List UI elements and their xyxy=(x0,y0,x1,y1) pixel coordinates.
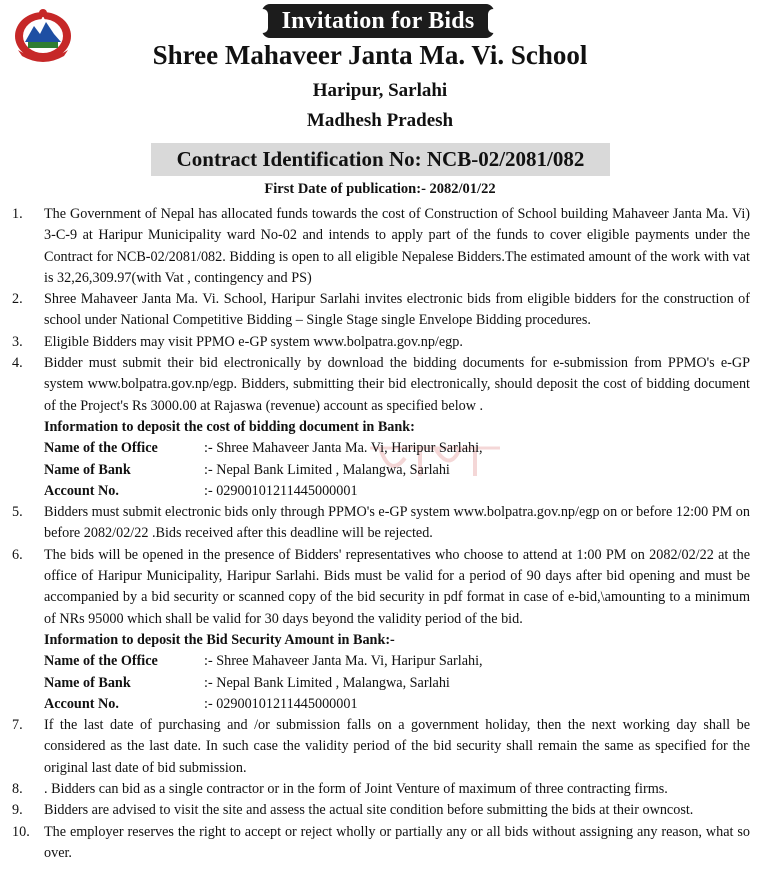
item-number: 3. xyxy=(12,333,23,350)
item-number: 7. xyxy=(12,717,23,734)
field-label: Account No. xyxy=(44,482,119,499)
item-text: Shree Mahaveer Janta Ma. Vi. School, Haripur Sarlahi invites electronic bids from eligible bidders for the construction of school under National Competitive Bidding – Single Stage single Envelope Bidding procedures. xyxy=(44,291,750,329)
field-label: Name of the Office xyxy=(44,440,158,457)
item-number: 5. xyxy=(12,504,23,521)
item-text: . Bidders can bid as a single contractor or in the form of Joint Venture of maximum of three contracting firms. xyxy=(44,781,668,798)
list-item xyxy=(12,822,750,865)
item-number: 2. xyxy=(12,291,23,308)
item-number: 6. xyxy=(12,546,23,563)
item-text: Bidders are advised to visit the site and assess the actual site condition before submitting the bids at their owncost. xyxy=(44,802,694,819)
address-line-1: Haripur, Sarlahi xyxy=(312,80,448,101)
list-item xyxy=(12,353,750,417)
item-text: The bids will be opened in the presence of Bidders' representatives who choose to attend at 1:00 PM on 2082/02/22 at the office of Haripur Municipality, Haripur Sarlahi. Bids must be valid for a period of 90 days after bid opening and must be accompanied by a bid security or scanned copy of the bid security in pdf format in case of e-bid,\amounting to a minimum of NRs 95000 which shall be valid for 30 days beyond the validity period of the bid. xyxy=(44,546,750,627)
field-value: :- Nepal Bank Limited , Malangwa, Sarlahi xyxy=(204,461,450,478)
field-label: Name of Bank xyxy=(44,461,131,478)
list-item xyxy=(12,800,750,821)
school-name: Shree Mahaveer Janta Ma. Vi. School xyxy=(152,40,588,70)
item-text: The Government of Nepal has allocated funds towards the cost of Construction of School building Mahaveer Janta Ma. Vi) 3-C-9 at Haripur Municipality ward No-02 and intends to apply part of the funds to cover eligible payments under the Contract for NCB-02/2081/082. Bidding is open to all eligible Nepalese Bidders.The estimated amount of the work with vat is 32,26,309.97(with Vat , contingency and PS) xyxy=(44,206,750,286)
list-item xyxy=(12,204,750,289)
bid-security-row xyxy=(12,694,750,715)
list-item xyxy=(12,545,750,630)
item-text: The employer reserves the right to accept or reject wholly or partially any or all bids without assigning any reason, what so over. xyxy=(44,823,750,861)
doc-cost-row xyxy=(12,460,750,481)
bid-security-row xyxy=(12,651,750,672)
contract-identification: Contract Identification No: NCB-02/2081/082 xyxy=(151,143,610,176)
item-text: Eligible Bidders may visit PPMO e-GP system www.bolpatra.gov.np/egp. xyxy=(44,333,463,350)
field-value: :- Nepal Bank Limited , Malangwa, Sarlahi xyxy=(204,674,450,691)
title-banner: Invitation for Bids xyxy=(262,4,494,38)
item-number: 10. xyxy=(12,823,30,840)
list-item xyxy=(12,779,750,800)
doc-cost-row xyxy=(12,438,750,459)
list-item xyxy=(12,715,750,779)
doc-cost-row xyxy=(12,481,750,502)
item-number: 1. xyxy=(12,206,23,222)
list-item xyxy=(12,332,750,353)
doc-cost-heading: Information to deposit the cost of bidding document in Bank: xyxy=(44,418,415,435)
field-value: :- 02900101211445000001 xyxy=(204,695,358,712)
address-line-2: Madhesh Pradesh xyxy=(306,110,454,131)
item-text: If the last date of purchasing and /or submission falls on a government holiday, then the next working day shall be considered as the last date. In such case the validity period of the bid security shall remain the same as specified for the original last date of bid submission. xyxy=(44,717,750,776)
field-label: Account No. xyxy=(44,695,119,712)
item-number: 8. xyxy=(12,781,23,798)
first-publication-date: First Date of publication:- 2082/01/22 xyxy=(264,181,496,197)
item-number: 9. xyxy=(12,802,23,819)
list-item xyxy=(12,502,750,545)
field-value: :- Shree Mahaveer Janta Ma. Vi, Haripur Sarlahi, xyxy=(204,653,483,670)
item-text: Bidders must submit electronic bids only through PPMO's e-GP system www.bolpatra.gov.np/egp on or before 12:00 PM on before 2082/02/22 .Bids received after this deadline will be rejected. xyxy=(44,504,750,542)
bid-security-heading: Information to deposit the Bid Security Amount in Bank:- xyxy=(44,631,395,648)
notice-body xyxy=(12,204,750,864)
item-number: 4. xyxy=(12,355,23,372)
item-text: Bidder must submit their bid electronically by download the bidding documents for e-submission from PPMO's e-GP system www.bolpatra.gov.np/egp. Bidders, submitting their bid electronically, should deposit the cost of bidding document of the Project's Rs 3000.00 at Rajaswa (revenue) account as specified below . xyxy=(44,355,750,414)
field-label: Name of the Office xyxy=(44,653,158,670)
bid-security-row xyxy=(12,673,750,694)
field-value: :- Shree Mahaveer Janta Ma. Vi, Haripur Sarlahi, xyxy=(204,440,483,457)
list-item xyxy=(12,289,750,332)
field-label: Name of Bank xyxy=(44,674,131,691)
field-value: :- 02900101211445000001 xyxy=(204,482,358,499)
